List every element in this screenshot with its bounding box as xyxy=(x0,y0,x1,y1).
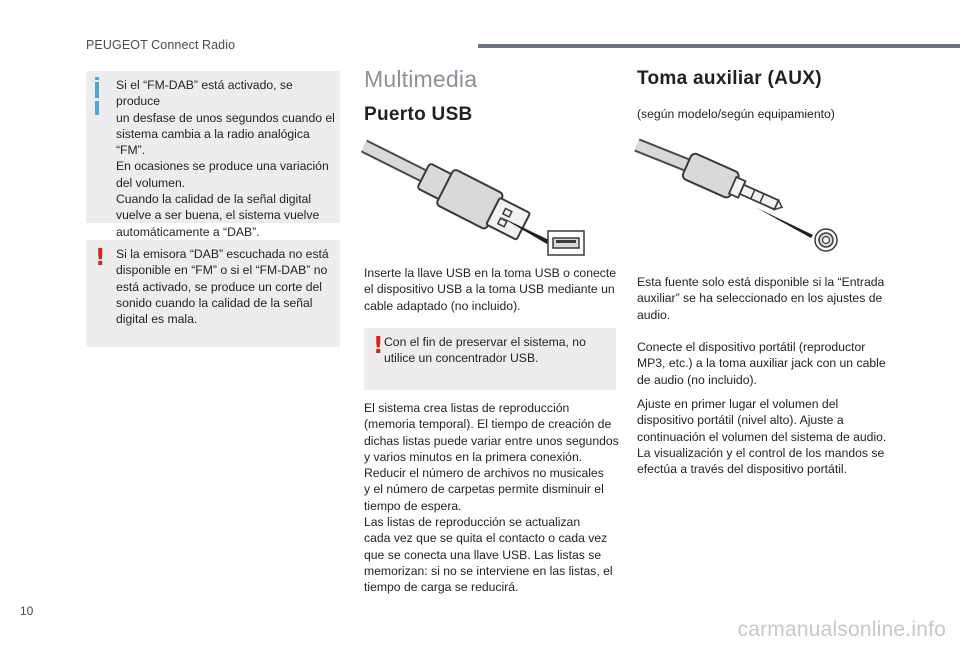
info-note-text: Si el “FM-DAB” está activado, se produce un desfase de unos segundos cuando el sistema cambia a la radio analógica “FM”. En ocasiones se produce una variación del volumen. Cuando la calidad de la señal digital vuelve a ser buena, el sistema vuelve automáticamente a “DAB”. xyxy=(116,78,335,239)
usb-warning-text: Con el fin de preservar el sistema, no utilice un concentrador USB. xyxy=(384,335,586,366)
jack-socket-icon xyxy=(813,227,839,253)
aux-paragraph-1: Esta fuente solo está disponible si la “Entrada auxiliar” se ha seleccionado en los ajustes de audio. xyxy=(637,275,885,322)
info-icon xyxy=(95,82,99,98)
usb-port-icon xyxy=(547,230,585,256)
warning-icon: ! xyxy=(373,333,384,359)
aux-subtitle-note: (según modelo/según equipamiento) xyxy=(637,107,835,121)
watermark: carmanualsonline.info xyxy=(737,618,946,641)
usb-subsection-title: Puerto USB xyxy=(364,104,473,125)
aux-paragraph-3: Ajuste en primer lugar el volumen del dispositivo portátil (nivel alto). Ajuste a continuación el volumen del sistema de audio. La visualización y el control de los mandos se efectúa a través del dispositivo portátil. xyxy=(637,397,887,477)
warning-note-box xyxy=(86,240,340,347)
usb-warning-box xyxy=(364,328,616,390)
warning-icon: ! xyxy=(95,245,106,271)
header-bar xyxy=(478,44,960,48)
info-note-box xyxy=(86,71,340,239)
jack-plug-icon xyxy=(637,137,847,237)
warning-note-text: Si la emisora “DAB” escuchada no está disponible en “FM” o si el “FM-DAB” no está activado, se produce un corte del sonido cuando la calidad de la señal digital es mala. xyxy=(116,247,329,327)
header-title: PEUGEOT Connect Radio xyxy=(86,38,236,52)
aux-paragraph-2: Conecte el dispositivo portátil (reproductor MP3, etc.) a la toma auxiliar jack con un cable de audio (no incluido). xyxy=(637,340,886,387)
page-number: 10 xyxy=(20,604,34,618)
usb-paragraph-1: Inserte la llave USB en la toma USB o conecte el dispositivo USB a la toma USB mediante un cable adaptado (no incluido). xyxy=(364,266,617,313)
aux-subsection-title: Toma auxiliar (AUX) xyxy=(637,68,822,89)
section-title: Multimedia xyxy=(364,66,478,92)
usb-paragraph-2: El sistema crea listas de reproducción (memoria temporal). El tiempo de creación de dichas listas puede variar entre unos segundos y varios minutos en la primera conexión. Reducir el número de archivos no musicales y el número de carpetas permite disminuir el tiempo de espera. Las listas de reproducción se actualizan cada vez que se quita el contacto o cada vez que se conecta una llave USB. Las listas se memorizan: si no se interviene en las listas, el tiempo de carga se reducirá. xyxy=(364,401,619,595)
